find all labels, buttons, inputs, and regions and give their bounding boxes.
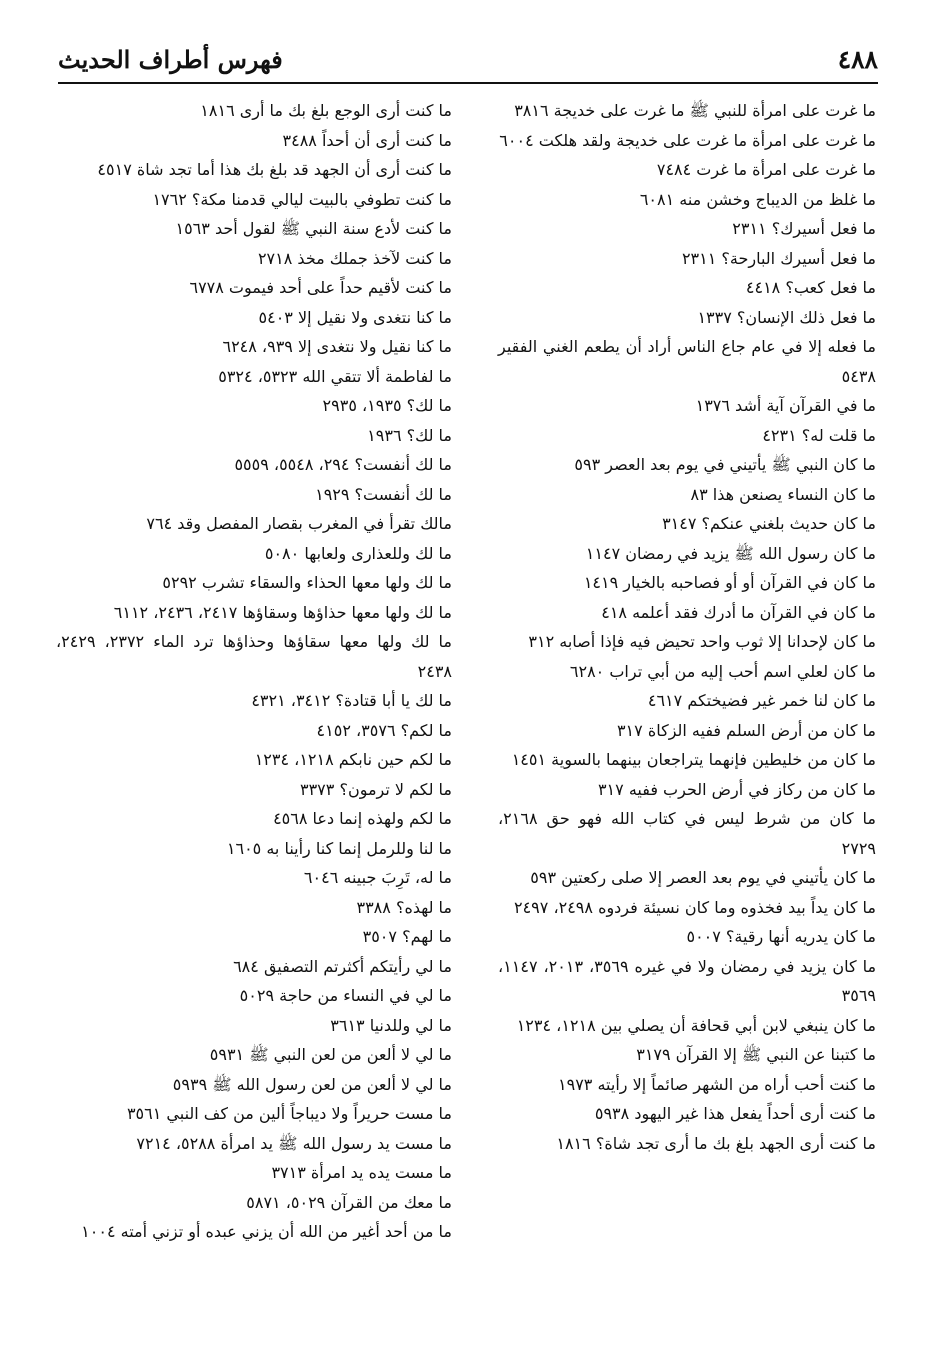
index-entry: ما كان يدريه أنها رقية؟ ٥٠٠٧ (686, 927, 876, 946)
index-entry: ما كان لنا خمر غير فضيختكم ٤٦١٧ (647, 691, 876, 710)
index-entry: ما كان من ركاز في أرض الحرب ففيه ٣١٧ (597, 779, 876, 799)
index-entry: ما لك أنفست؟ ١٩٢٩ (315, 484, 452, 504)
index-entry: ما من أحد أغير من الله أن يزني عبده أو تزني أمته ١٠٠٤ (81, 1222, 452, 1241)
index-entry: ما كنت لآخذ جملك مخذ ٢٧١٨ (257, 248, 452, 268)
index-entry: ما لك يا أبا قتادة؟ ٣٤١٢، ٤٣٢١ (251, 691, 452, 710)
index-entry: ما غرت على امرأة ما غرت ٧٤٨٤ (656, 160, 876, 179)
index-entry: ما مست يده يد امرأة ٣٧١٣ (271, 1163, 452, 1182)
index-entry: ما لكم؟ ٣٥٧٦، ٤١٥٢ (316, 720, 452, 740)
index-entry: ما لك؟ ١٩٣٥، ٢٩٣٥ (322, 396, 452, 415)
index-entry: ما فعل كعب؟ ٤٤١٨ (745, 278, 876, 297)
index-entry: ما مست حريراً ولا ديباجاً ألين من كف النبي ٣٥٦١ (126, 1104, 452, 1123)
index-entry: ما كان من أرض السلم ففيه الزكاة ٣١٧ (616, 720, 876, 740)
index-entry: ما لك ولها معها سقاؤها وحذاؤها ترد الماء ٢٣٧٢، ٢٤٢٩، ٢٤٣٨ (56, 632, 453, 681)
index-entry: ما كنت أرى أن أحداً ٣٤٨٨ (282, 130, 452, 150)
index-entry: ما لفاطمة ألا تتقي الله ٥٣٢٣، ٥٣٢٤ (218, 366, 452, 386)
index-entry: ما لهذه؟ ٣٣٨٨ (356, 897, 452, 917)
index-entry: ما كان في القرآن ما أدرك فقد أعلمه ٤١٨ (601, 602, 876, 622)
index-entry: ما كان رسول الله ﷺ يزيد في رمضان ١١٤٧ (585, 543, 876, 563)
index-entry: ما كان في القرآن أو أو فصاحبه بالخيار ١٤١٩ (583, 573, 876, 592)
index-entry: ما فعل أسيرك البارحة؟ ٢٣١١ (681, 248, 876, 268)
index-entry: ما كنت تطوفي بالبيت ليالي قدمنا مكة؟ ١٧٦٢ (152, 189, 452, 209)
index-entry: ما كان النساء يصنعن هذا ٨٣ (690, 484, 876, 504)
index-entry: ما كان حديث بلغني عنكم؟ ٣١٤٧ (662, 514, 876, 533)
index-entry: ما كنت أرى الوجع بلغ بك ما أرى ١٨١٦ (200, 101, 452, 120)
index-entry: ما لي رأيتكم أكثرتم التصفيق ٦٨٤ (233, 956, 452, 976)
index-entry: ما لكم ولهذه إنما دعا ٤٥٦٨ (273, 809, 452, 828)
running-title: فهرس أطراف الحديث (58, 44, 283, 74)
index-column-right (498, 96, 876, 1158)
index-entry: ما مست يد رسول الله ﷺ يد امرأة ٥٢٨٨، ٧٢١٤ (136, 1133, 452, 1153)
index-entry: ما غرت على امرأة ما غرت على خديجة ولقد هلكت ٦٠٠٤ (499, 130, 876, 150)
index-entry: ما كان يزيد في رمضان ولا في غيره ٣٥٦٩، ٢٠١٣، ١١٤٧، ٣٥٦٩ (498, 956, 877, 1005)
index-entry: ما كان من شرط ليس في كتاب الله فهو حق ٢١٦٨، ٢٧٢٩ (498, 809, 876, 858)
index-entry: ما له، تَرِبَ جبينه ٦٠٤٦ (303, 868, 452, 887)
index-entry: ما كتبنا عن النبي ﷺ إلا القرآن ٣١٧٩ (636, 1045, 876, 1064)
index-entry: ما كنت لأدع سنة النبي ﷺ لقول أحد ١٥٦٣ (175, 219, 452, 238)
index-entry: ما كنا نقيل ولا نتغدى إلا ٩٣٩، ٦٢٤٨ (222, 337, 452, 356)
index-entry: ما في القرآن آية أشد ١٣٧٦ (695, 396, 876, 415)
page-header (58, 40, 878, 84)
index-entry: ما لك ولها معها حذاؤها وسقاؤها ٢٤١٧، ٢٤٣٦، ٦١١٢ (113, 602, 452, 622)
index-entry: ما لي لا ألعن من لعن رسول الله ﷺ ٥٩٣٩ (172, 1074, 452, 1094)
index-entry: ما لي في النساء من حاجة ٥٠٢٩ (239, 986, 452, 1005)
index-entry: ما كنت أرى الجهد بلغ بك ما أرى تجد شاة؟ ١٨١٦ (556, 1133, 876, 1153)
index-entry: ما غلظ من الديباج وخشن منه ٦٠٨١ (639, 189, 876, 209)
index-entry: ما لك وللعذارى ولعابها ٥٠٨٠ (264, 543, 452, 563)
index-entry: ما كنت أرى أن الجهد قد بلغ بك هذا أما تجد شاة ٤٥١٧ (97, 160, 452, 179)
index-entry: ما كنت أحب أراه من الشهر صائماً إلا رأيته ١٩٧٣ (558, 1074, 876, 1094)
index-entry: ما كان ينبغي لابن أبي قحافة أن يصلي بين ١٢١٨، ١٢٣٤ (516, 1015, 876, 1035)
index-entry: ما لي لا ألعن من لعن النبي ﷺ ٥٩٣١ (209, 1045, 452, 1064)
index-entry: ما كنا نتغدى ولا نقيل إلا ٥٤٠٣ (258, 307, 452, 327)
page-number: ٤٨٨ (837, 44, 878, 74)
index-entry: ما قلت له؟ ٤٢٣١ (762, 425, 876, 445)
index-entry: ما لهم؟ ٣٥٠٧ (362, 927, 452, 946)
index-entry: ما كان النبي ﷺ يأتيني في يوم بعد العصر ٥٩٣ (574, 455, 876, 474)
index-entry: ما لي وللدنيا ٣٦١٣ (330, 1015, 452, 1035)
index-entry: مالك تقرأ في المغرب بقصار المفصل وقد ٧٦٤ (146, 514, 452, 533)
index-entry: ما فعل ذلك الإنسان؟ ١٣٣٧ (697, 307, 876, 327)
index-entry: ما كان يداً بيد فخذوه وما كان نسيئة فردوه ٢٤٩٨، ٢٤٩٧ (513, 897, 876, 917)
index-entry: ما لنا وللرمل إنما كنا رأينا به ١٦٠٥ (226, 838, 452, 858)
index-entry: ما كان من خليطين فإنهما يتراجعان بينهما بالسوية ١٤٥١ (511, 750, 876, 769)
index-entry: ما كان لعلي اسم أحب إليه من أبي تراب ٦٢٨٠ (569, 661, 876, 681)
index-entry: ما فعل أسيرك؟ ٢٣١١ (732, 219, 876, 238)
index-entry: ما كان يأتيني في يوم بعد العصر إلا صلى ركعتين ٥٩٣ (530, 868, 876, 887)
index-entry: ما فعله إلا في عام جاع الناس أراد أن يطعم الغني الفقير ٥٤٣٨ (498, 337, 876, 386)
index-entry: ما لك ولها معها الحذاء والسقاء تشرب ٥٢٩٢ (162, 573, 452, 592)
index-entry: ما كنت لأقيم حداً على أحد فيموت ٦٧٧٨ (189, 278, 452, 297)
index-entry: ما لك؟ ١٩٣٦ (367, 425, 452, 445)
index-entry: ما غرت على امرأة للنبي ﷺ ما غرت على خديجة ٣٨١٦ (514, 101, 876, 120)
index-entry: ما كان لإحدانا إلا ثوب واحد تحيض فيه فإذا أصابه ٣١٢ (528, 632, 876, 651)
index-entry: ما لكم حين نابكم ١٢١٨، ١٢٣٤ (254, 750, 452, 769)
index-column-left (56, 96, 452, 1247)
index-entry: ما لكم لا ترمون؟ ٣٣٧٣ (299, 779, 452, 799)
index-entry: ما كنت أرى أحداً يفعل هذا غير اليهود ٥٩٣٨ (594, 1104, 876, 1123)
index-entry: ما معك من القرآن ٥٠٢٩، ٥٨٧١ (246, 1192, 452, 1212)
index-entry: ما لك أنفست؟ ٢٩٤، ٥٥٤٨، ٥٥٥٩ (234, 455, 452, 474)
